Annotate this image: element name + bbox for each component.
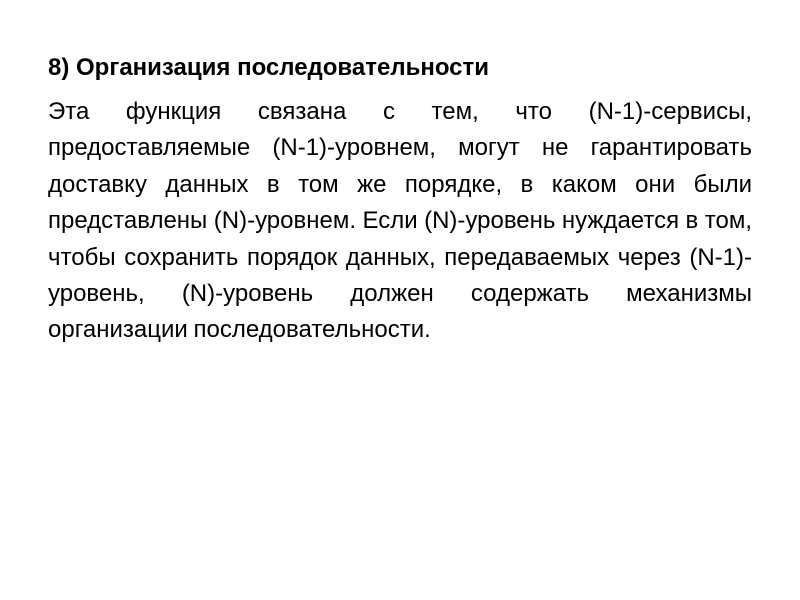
- slide-title: 8) Организация последовательности: [48, 54, 490, 81]
- slide-body-paragraph: Эта функция связана с тем, что (N-1)-сервисы, предоставляемые (N-1)-уровнем, могут не гарантировать доставку данных в том же порядке, в каком они были представлены (N)-уровнем. Если (N)-уровень нуждается в том, чтобы сохранить порядок данных, передаваемых через (N-1)-уровень, (N)-уровень должен содержать механизмы организации последовательности.: [48, 98, 752, 344]
